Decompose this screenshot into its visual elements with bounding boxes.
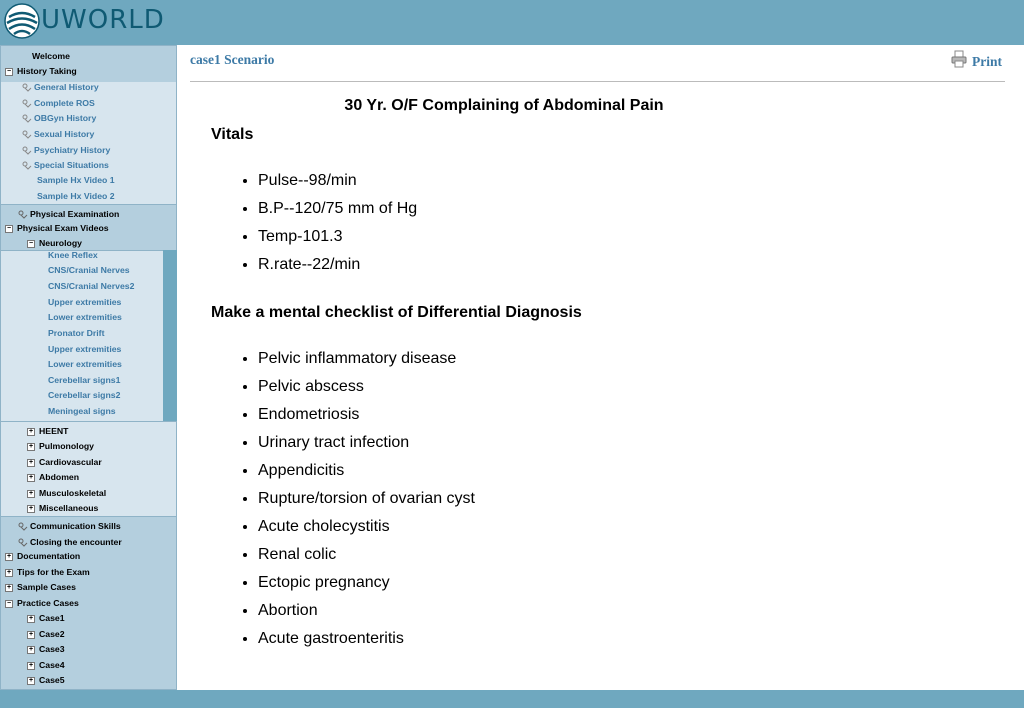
stethoscope-icon [18, 522, 28, 531]
stethoscope-icon [22, 130, 32, 139]
list-item: • R.rate--22/min [258, 251, 417, 279]
sidebar-item-label: Pulmonology [39, 441, 95, 451]
expand-icon[interactable]: + [28, 504, 34, 512]
expand-icon[interactable]: + [28, 676, 34, 684]
sidebar-item-label: Musculoskeletal [39, 488, 107, 498]
app-footer [0, 690, 1024, 708]
list-item: • Urinary tract infection [258, 429, 475, 457]
expand-icon[interactable]: + [28, 661, 34, 669]
vitals-list [238, 167, 417, 279]
sidebar-item-sample-hx-video-1[interactable]: Sample Hx Video 1 [37, 175, 115, 185]
sidebar-item-label: History Taking [17, 66, 77, 76]
sidebar-item-label: Physical Exam Videos [17, 223, 109, 233]
sidebar-item-label: Cardiovascular [39, 457, 102, 467]
sidebar-item-case3[interactable] [27, 643, 65, 655]
sidebar-item-tips-for-exam[interactable] [5, 566, 90, 578]
sidebar-item-case5[interactable] [27, 674, 65, 686]
sidebar-item-cns-cranial-nerves2[interactable]: CNS/Cranial Nerves2 [48, 281, 135, 291]
sidebar-item-label: Case2 [39, 629, 65, 639]
sidebar-item-heent[interactable] [27, 425, 68, 437]
sidebar-item-label: Case4 [39, 660, 65, 670]
sidebar-item-special-situations[interactable] [22, 159, 109, 171]
list-item: • B.P--120/75 mm of Hg [258, 195, 417, 223]
collapse-icon[interactable]: − [6, 224, 12, 232]
title-divider [190, 81, 1005, 82]
sidebar-item-case1[interactable] [27, 612, 65, 624]
sidebar-item-communication-skills[interactable] [18, 520, 121, 532]
sidebar-item-label: Case1 [39, 613, 65, 623]
sidebar-item-label: Documentation [17, 551, 81, 561]
sidebar-item-label: Sample Cases [17, 582, 76, 592]
collapse-icon[interactable]: − [6, 599, 12, 607]
expand-icon[interactable]: + [6, 583, 12, 591]
sidebar-item-welcome[interactable]: Welcome [32, 51, 70, 61]
list-item: • Pelvic inflammatory disease [258, 345, 475, 373]
list-item: • Temp-101.3 [258, 223, 417, 251]
sidebar-item-miscellaneous[interactable] [27, 502, 98, 514]
list-item: • Rupture/torsion of ovarian cyst [258, 485, 475, 513]
expand-icon[interactable]: + [6, 568, 12, 576]
sidebar-item-label: HEENT [39, 426, 69, 436]
list-item: • Abortion [258, 597, 475, 625]
list-item: • Ectopic pregnancy [258, 569, 475, 597]
scenario-title: case1 Scenario [190, 52, 275, 67]
sidebar-item-label: Abdomen [39, 472, 80, 482]
sidebar-item-label: Practice Cases [17, 598, 79, 608]
stethoscope-icon [22, 146, 32, 155]
globe-logo-icon [3, 1, 41, 41]
app-header [0, 0, 1024, 45]
sidebar-item-sexual-history[interactable] [22, 128, 94, 140]
sidebar-item-pulmonology[interactable] [27, 440, 94, 452]
ddx-list [238, 345, 475, 653]
sidebar-item-label: Closing the encounter [30, 537, 122, 547]
sidebar-item-label: Complete ROS [34, 98, 95, 108]
expand-icon[interactable]: + [6, 552, 12, 560]
sidebar-item-label: Communication Skills [30, 521, 121, 531]
ddx-heading: Make a mental checklist of Differential Diagnosis [211, 304, 582, 321]
sidebar-item-label: OBGyn History [34, 113, 97, 123]
stethoscope-icon [18, 210, 28, 219]
sidebar-item-cerebellar-signs2[interactable]: Cerebellar signs2 [48, 390, 121, 400]
sidebar-item-case2[interactable] [27, 628, 65, 640]
sidebar-item-cerebellar-signs1[interactable]: Cerebellar signs1 [48, 375, 121, 385]
list-item: • Pulse--98/min [258, 167, 417, 195]
expand-icon[interactable]: + [28, 427, 34, 435]
sidebar-item-sample-cases[interactable] [5, 581, 76, 593]
sidebar-item-label: Tips for the Exam [17, 567, 90, 577]
sidebar-item-physical-examination[interactable] [18, 208, 119, 220]
sidebar-item-upper-extremities[interactable]: Upper extremities [48, 297, 122, 307]
list-item: • Renal colic [258, 541, 475, 569]
sidebar-item-closing-encounter[interactable] [18, 536, 122, 548]
sidebar-item-label: Physical Examination [30, 209, 120, 219]
sidebar-item-label: Case5 [39, 675, 65, 685]
sidebar-item-label: Case3 [39, 644, 65, 654]
sidebar-item-knee-reflex[interactable]: Knee Reflex [48, 250, 98, 260]
sidebar-item-musculoskeletal[interactable] [27, 487, 106, 499]
printer-icon [950, 50, 968, 68]
expand-icon[interactable]: + [28, 489, 34, 497]
list-item: • Appendicitis [258, 457, 475, 485]
stethoscope-icon [18, 538, 28, 547]
sidebar-item-abdomen[interactable] [27, 471, 79, 483]
sidebar-item-lower-extremities[interactable]: Lower extremities [48, 312, 122, 322]
stethoscope-icon [22, 99, 32, 108]
expand-icon[interactable]: + [28, 473, 34, 481]
sidebar-item-case4[interactable] [27, 659, 65, 671]
sidebar-item-history-taking[interactable] [5, 65, 77, 77]
collapse-icon[interactable]: − [6, 67, 12, 75]
list-item: • Endometriosis [258, 401, 475, 429]
collapse-icon[interactable]: − [28, 239, 34, 247]
sidebar-item-label: Sexual History [34, 129, 95, 139]
sidebar-item-meningeal-signs[interactable]: Meningeal signs [48, 406, 116, 416]
sidebar-item-cardiovascular[interactable] [27, 456, 102, 468]
sidebar-item-lower-extremities-2[interactable]: Lower extremities [48, 359, 122, 369]
expand-icon[interactable]: + [28, 614, 34, 622]
stethoscope-icon [22, 161, 32, 170]
stethoscope-icon [22, 83, 32, 92]
list-item: • Pelvic abscess [258, 373, 475, 401]
sidebar-item-neurology[interactable] [27, 237, 82, 249]
sidebar-item-documentation[interactable] [5, 550, 80, 562]
sidebar-item-label: Psychiatry History [34, 145, 111, 155]
expand-icon[interactable]: + [28, 442, 34, 450]
print-label: Print [972, 54, 1002, 69]
uworld-logo[interactable] [3, 1, 165, 41]
expand-icon[interactable]: + [28, 630, 34, 638]
neurology-scrollbar[interactable] [163, 250, 177, 422]
sidebar-item-practice-cases[interactable] [5, 597, 79, 609]
sidebar-item-upper-extremities-2[interactable]: Upper extremities [48, 344, 122, 354]
sidebar-item-cns-cranial-nerves[interactable]: CNS/Cranial Nerves [48, 265, 130, 275]
sidebar-nav [0, 45, 178, 690]
sidebar-item-label: Neurology [39, 238, 82, 248]
vitals-heading: Vitals [211, 126, 254, 143]
case-heading: 30 Yr. O/F Complaining of Abdominal Pain [344, 97, 664, 114]
expand-icon[interactable]: + [28, 645, 34, 653]
expand-icon[interactable]: + [28, 458, 34, 466]
print-button[interactable] [950, 50, 1002, 68]
sidebar-item-physical-exam-videos[interactable] [5, 222, 109, 234]
sidebar-item-psychiatry-history[interactable] [22, 144, 110, 156]
logo-text: UWORLD [41, 5, 165, 35]
stethoscope-icon [22, 114, 32, 123]
sidebar-item-pronator-drift[interactable]: Pronator Drift [48, 328, 105, 338]
sidebar-item-complete-ros[interactable] [22, 97, 95, 109]
sidebar-item-general-history[interactable] [22, 81, 99, 93]
list-item: • Acute gastroenteritis [258, 625, 475, 653]
sidebar-item-obgyn-history[interactable] [22, 112, 96, 124]
sidebar-item-label: Special Situations [34, 160, 109, 170]
list-item: • Acute cholecystitis [258, 513, 475, 541]
sidebar-item-sample-hx-video-2[interactable]: Sample Hx Video 2 [37, 191, 115, 201]
sidebar-item-label: Miscellaneous [39, 503, 99, 513]
sidebar-item-label: General History [34, 82, 99, 92]
